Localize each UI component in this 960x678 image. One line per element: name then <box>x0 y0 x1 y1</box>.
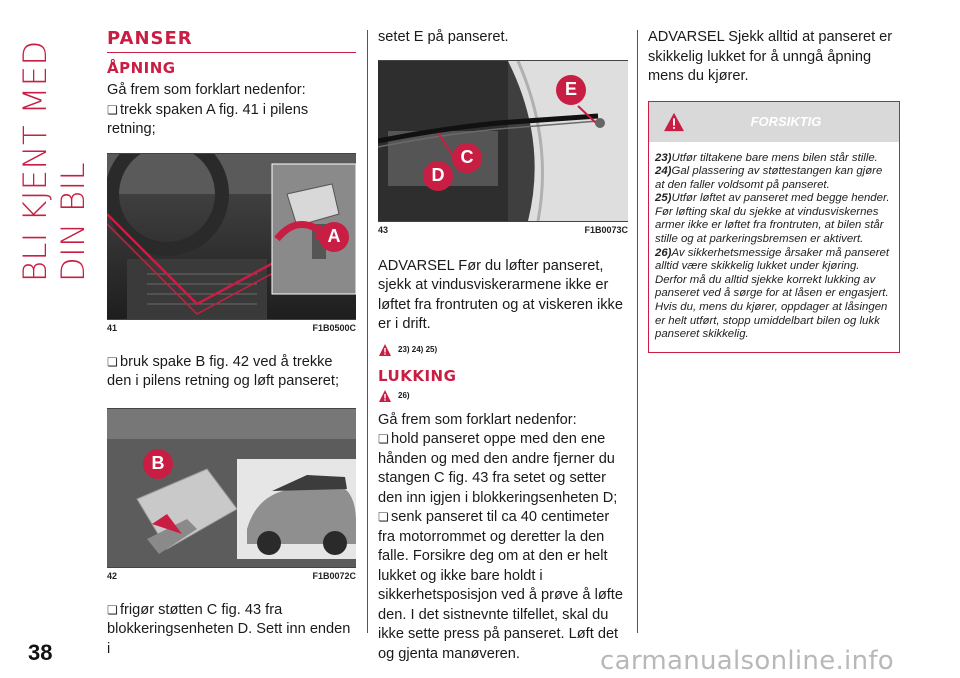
intro-text: Gå frem som forklart nedenfor: <box>107 82 306 98</box>
callout-d: D <box>423 161 453 191</box>
bullet-hold-hood: ❏ hold panseret oppe med den ene hånden og med den andre fjerner du stangen C fig. 43 fra setet og setter den inn igjen i blokkeringsenheten D; <box>378 430 628 508</box>
figure-42 <box>107 408 356 568</box>
warning-wipers: ADVARSEL Før du løfter panseret, sjekk at vindusviskerarmene ikke er løftet fra frontruten og at viskeren ikke er i drift. <box>378 257 623 332</box>
page-number: 38 <box>28 640 53 665</box>
callout-a: A <box>319 222 349 252</box>
figure-42-illustration <box>107 409 356 567</box>
figure-42-caption <box>107 571 356 581</box>
figure-41-number: 41 <box>107 322 118 333</box>
subsection-title-closing: LUKKING <box>378 366 457 385</box>
note-refs-closing <box>378 389 628 403</box>
bullet-use-lever-b: ❏ bruk spake B fig. 42 ved å trekke den i pilens retning og løft panseret; <box>107 353 356 392</box>
closing-intro-text: Gå frem som forklart nedenfor: <box>378 411 577 428</box>
figure-43-illustration <box>378 61 628 221</box>
continued-text: setet E på panseret. <box>378 29 509 45</box>
column-divider-2 <box>637 30 638 633</box>
caution-notes <box>649 142 899 352</box>
caution-note-26: 26)Av sikkerhetsmessige årsaker må panseret alltid være skikkelig lukket under kjøring. Derfor må du alltid sjekke korrekt lukking av panseret ved å sørge for at låsen er engasjert. Hvis du, mens du kjører, oppdager at låsingen er helt utført, stopp umiddelbart bilen og lukk panseret skikkelig. <box>655 246 890 341</box>
figure-41-caption <box>107 323 356 333</box>
callout-b: B <box>143 449 173 479</box>
figure-41-code: F1B0500C <box>312 322 356 333</box>
caution-title: FORSIKTIG <box>750 114 822 129</box>
caution-triangle-icon <box>663 112 685 132</box>
caution-note-23: 23)Utfør tiltakene bare mens bilen står stille. <box>655 151 878 164</box>
column-3 <box>648 28 900 353</box>
figure-41 <box>107 153 356 320</box>
column-divider-1 <box>367 30 368 633</box>
watermark: carmanualsonline.info <box>600 646 895 676</box>
note-refs-opening-text: 23) 24) 25) <box>398 345 438 354</box>
section-rule <box>107 52 356 53</box>
figure-43-code: F1B0073C <box>584 224 628 235</box>
callout-c: C <box>452 143 482 173</box>
warning-triangle-icon <box>378 389 392 403</box>
warning-hood-closed: ADVARSEL Sjekk alltid at panseret er skikkelig lukket for å unngå åpning mens du kjører. <box>648 29 893 84</box>
caution-note-25: 25)Utfør løftet av panseret med begge hender. Før løfting skal du sjekke at vindusviskernes armer ikke er løftet fra frontruten, at bilen står stille og at parkeringsbremsen er aktivert. <box>655 192 890 246</box>
note-refs-opening <box>378 343 628 357</box>
chapter-title-text: BLI KJENT MED DIN BIL <box>16 40 92 282</box>
bullet-pull-lever-a: ❏ trekk spaken A fig. 41 i pilens retning; <box>107 101 356 140</box>
caution-note-24: 24)Gal plassering av støttestangen kan gjøre at den faller voldsomt på panseret. <box>655 165 883 191</box>
section-title: PANSER <box>107 28 193 49</box>
warning-triangle-icon <box>378 343 392 357</box>
bullet-release-support-c: ❏ frigør støtten C fig. 43 fra blokkeringsenheten D. Sett inn enden i <box>107 601 356 660</box>
figure-43-number: 43 <box>378 224 389 235</box>
subsection-title-opening: ÅPNING <box>107 59 176 77</box>
figure-43-caption <box>378 225 628 235</box>
bullet-lower-hood: ❏ senk panseret til ca 40 centimeter fra motorrommet og deretter la den falle. Forsikre deg om at den er helt lukket og ikke bare holdt i sikkerhetsposisjon ved å prøve å løfte den. I det sistnevnte tilfellet, skal du ikke sette press på panseret. Løft det og gjenta manøveren. <box>378 508 628 664</box>
figure-43 <box>378 60 628 222</box>
caution-box <box>648 101 900 353</box>
chapter-side-title <box>16 22 92 282</box>
figure-42-number: 42 <box>107 570 118 581</box>
figure-42-code: F1B0072C <box>312 570 356 581</box>
column-2 <box>378 28 628 664</box>
column-1 <box>107 28 356 659</box>
callout-e: E <box>556 75 586 105</box>
note-refs-closing-text: 26) <box>398 391 410 400</box>
caution-header <box>649 102 899 142</box>
